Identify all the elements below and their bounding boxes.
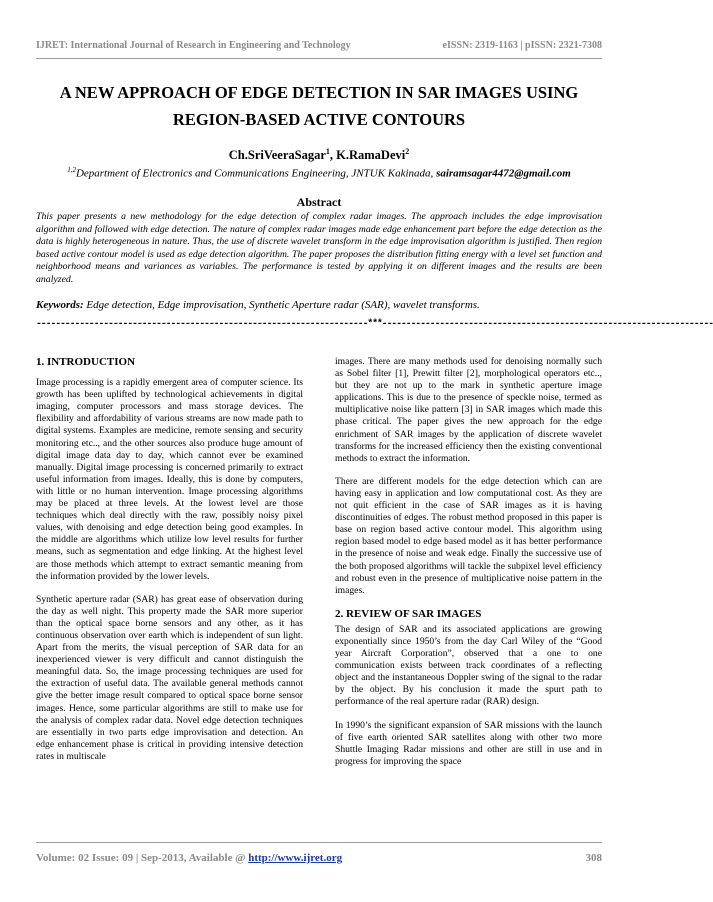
keywords [36,299,602,311]
intro-paragraph-3: images. There are many methods used for denoising normally such as Sobel filter [1], Prewitt filter [2], morphological operators etc.., but they are not up to the mark in synthetic aperture image applications. This is due to the presence of speckle noise, termed as multiplicative noise like pattern [3] in SAR images which made this phase critical. The paper gives the new approach for the edge enrichment of SAR images by the application of discrete wavelet transforms for the increased efficiency then the existing conventional methods to extract the information. [335,356,602,464]
title-line-2: REGION-BASED ACTIVE CONTOURS [172,110,466,129]
footer-rule [36,842,602,843]
author-2-sup: 2 [405,147,410,156]
footer-issue [36,852,342,864]
journal-name: IJRET: International Journal of Research in Engineering and Technology [36,40,351,51]
author-2: K.RamaDevi [336,148,406,163]
title-line-1: A NEW APPROACH OF EDGE DETECTION IN SAR IMAGES USING [59,83,579,102]
review-paragraph-1: The design of SAR and its associated applications are growing exponentially since 1950’s from the day Carl Wiley of the “Good year Aircraft Corporation”, observed that a one to one communication exists between track coordinates of a reflecting object and the instantaneous Doppler swing of the signal to the radar by the object. By his conclusion it made the spurt path to performance of the real aperture radar (RAR) design. [335,623,602,708]
author-1: Ch.SriVeeraSagar [228,148,326,163]
affiliation-sup: 1,2 [67,166,76,174]
abstract-heading: Abstract [296,195,342,209]
abstract-body: This paper presents a new methodology for the edge detection of complex radar images. The approach includes the edge improvisation algorithm and followed with edge detection. The nature of complex radar images made edge enhancement part before the edge detection as the data is highly heterogeneous in nature. Thus, the use of discrete wavelet transform in the edge improvisation algorithm is justified. Then region based active contour model is used as edge detection algorithm. The paper proposes the distribution fitting energy with a level set function and neighborhood means and variances as variables. The performance is tested by applying it on different images and the results are been analyzed. [36,211,602,285]
issn: eISSN: 2319-1163 | pISSN: 2321-7308 [442,40,602,51]
authors [36,147,602,163]
keywords-text: Edge detection, Edge improvisation, Synthetic Aperture radar (SAR), wavelet transforms. [83,299,480,311]
author-1-sup: 1 [325,147,330,156]
running-header [36,40,602,54]
review-paragraph-2: In 1990’s the significant expansion of SAR missions with the launch of five earth oriented SAR satellites along with other two more Shuttle Imaging Radar missions and other are still in use and in progress for improving the space [335,719,602,767]
separator-line: ---------------------------------------------------------------------***--------------------------------------------------------------------- [36,319,713,330]
paper-title [36,79,602,133]
section-heading-review: 2. REVIEW OF SAR IMAGES [335,607,482,620]
footer [36,852,602,866]
intro-paragraph-2: Synthetic aperture radar (SAR) has great ease of observation during the day as well night. This property made the SAR more superior than the optical space borne sensors and any other, as it has continuous observation over earth which is independent of sun light. Apart from the merits, the visual perception of SAR data for an inexperienced viewer is very difficult and cannot distinguish the meaningful data. So, the image processing techniques are used for the extraction of useful data. The available general methods cannot give the better image result compared to optical space borne sensor images. Hence, some particular algorithms are still to make use for the analysis of complex radar data. Novel edge detection techniques are essentially in two parts edge improvisation and detection. An edge enhancement phase is critical in providing intensive detection rates in multiscale [36,593,303,762]
affiliation-text: Department of Electronics and Communications Engineering, JNTUK Kakinada, [75,167,437,180]
affiliation [36,166,602,180]
author-email: sairamsagar4472@gmail.com [436,167,571,180]
header-rule [36,58,602,59]
footer-issue-text: Volume: 02 Issue: 09 | Sep-2013, Available @ [36,852,249,864]
intro-paragraph-4: There are different models for the edge detection which can are having easy in application and low computational cost. As they are not quit efficient in the case of SAR images as it is having discontinuities of edges. The robust method proposed in this paper is base on region based active contour model. This algorithm using region based model to edge based model as it has better performance in the presence of noise and weak edge. Finally the successive use of the both proposed algorithms will tackle the subpixel level efficiency and robust even in the presence of multiplicative noise pattern in the images. [335,475,602,596]
intro-paragraph-1: Image processing is a rapidly emergent area of computer science. Its growth has been uplifted by technological achievements in digital imaging, computer processors and mass storage devices. The flexibility and affordability of various streams are now made path to digital systems. Examples are medicine, remote sensing and security monitoring etc.., and the other sources also produce huge amount of digital image data day to day, which cannot ever be examined manually. Digital image processing is concerned primarily to extract useful information from images. Ideally, this is done by computers, with little or no human intervention. Image processing algorithms may be placed at three levels. At the lowest level are those techniques which deal directly with the raw, possibly noisy pixel values, with denoising and edge detection being good examples. In the middle are algorithms which utilize low level results for further means, such as segmentation and edge linking. At the highest level are those methods which attempt to extract semantic meaning from the information provided by the lower levels. [36,377,303,582]
right-column [335,356,602,779]
left-column [36,356,303,774]
page-number: 308 [585,852,602,864]
section-heading-introduction: 1. INTRODUCTION [36,356,136,368]
author-separator: , [329,148,337,163]
keywords-label: Keywords: [36,299,84,311]
journal-link[interactable]: http://www.ijret.org [248,852,343,864]
